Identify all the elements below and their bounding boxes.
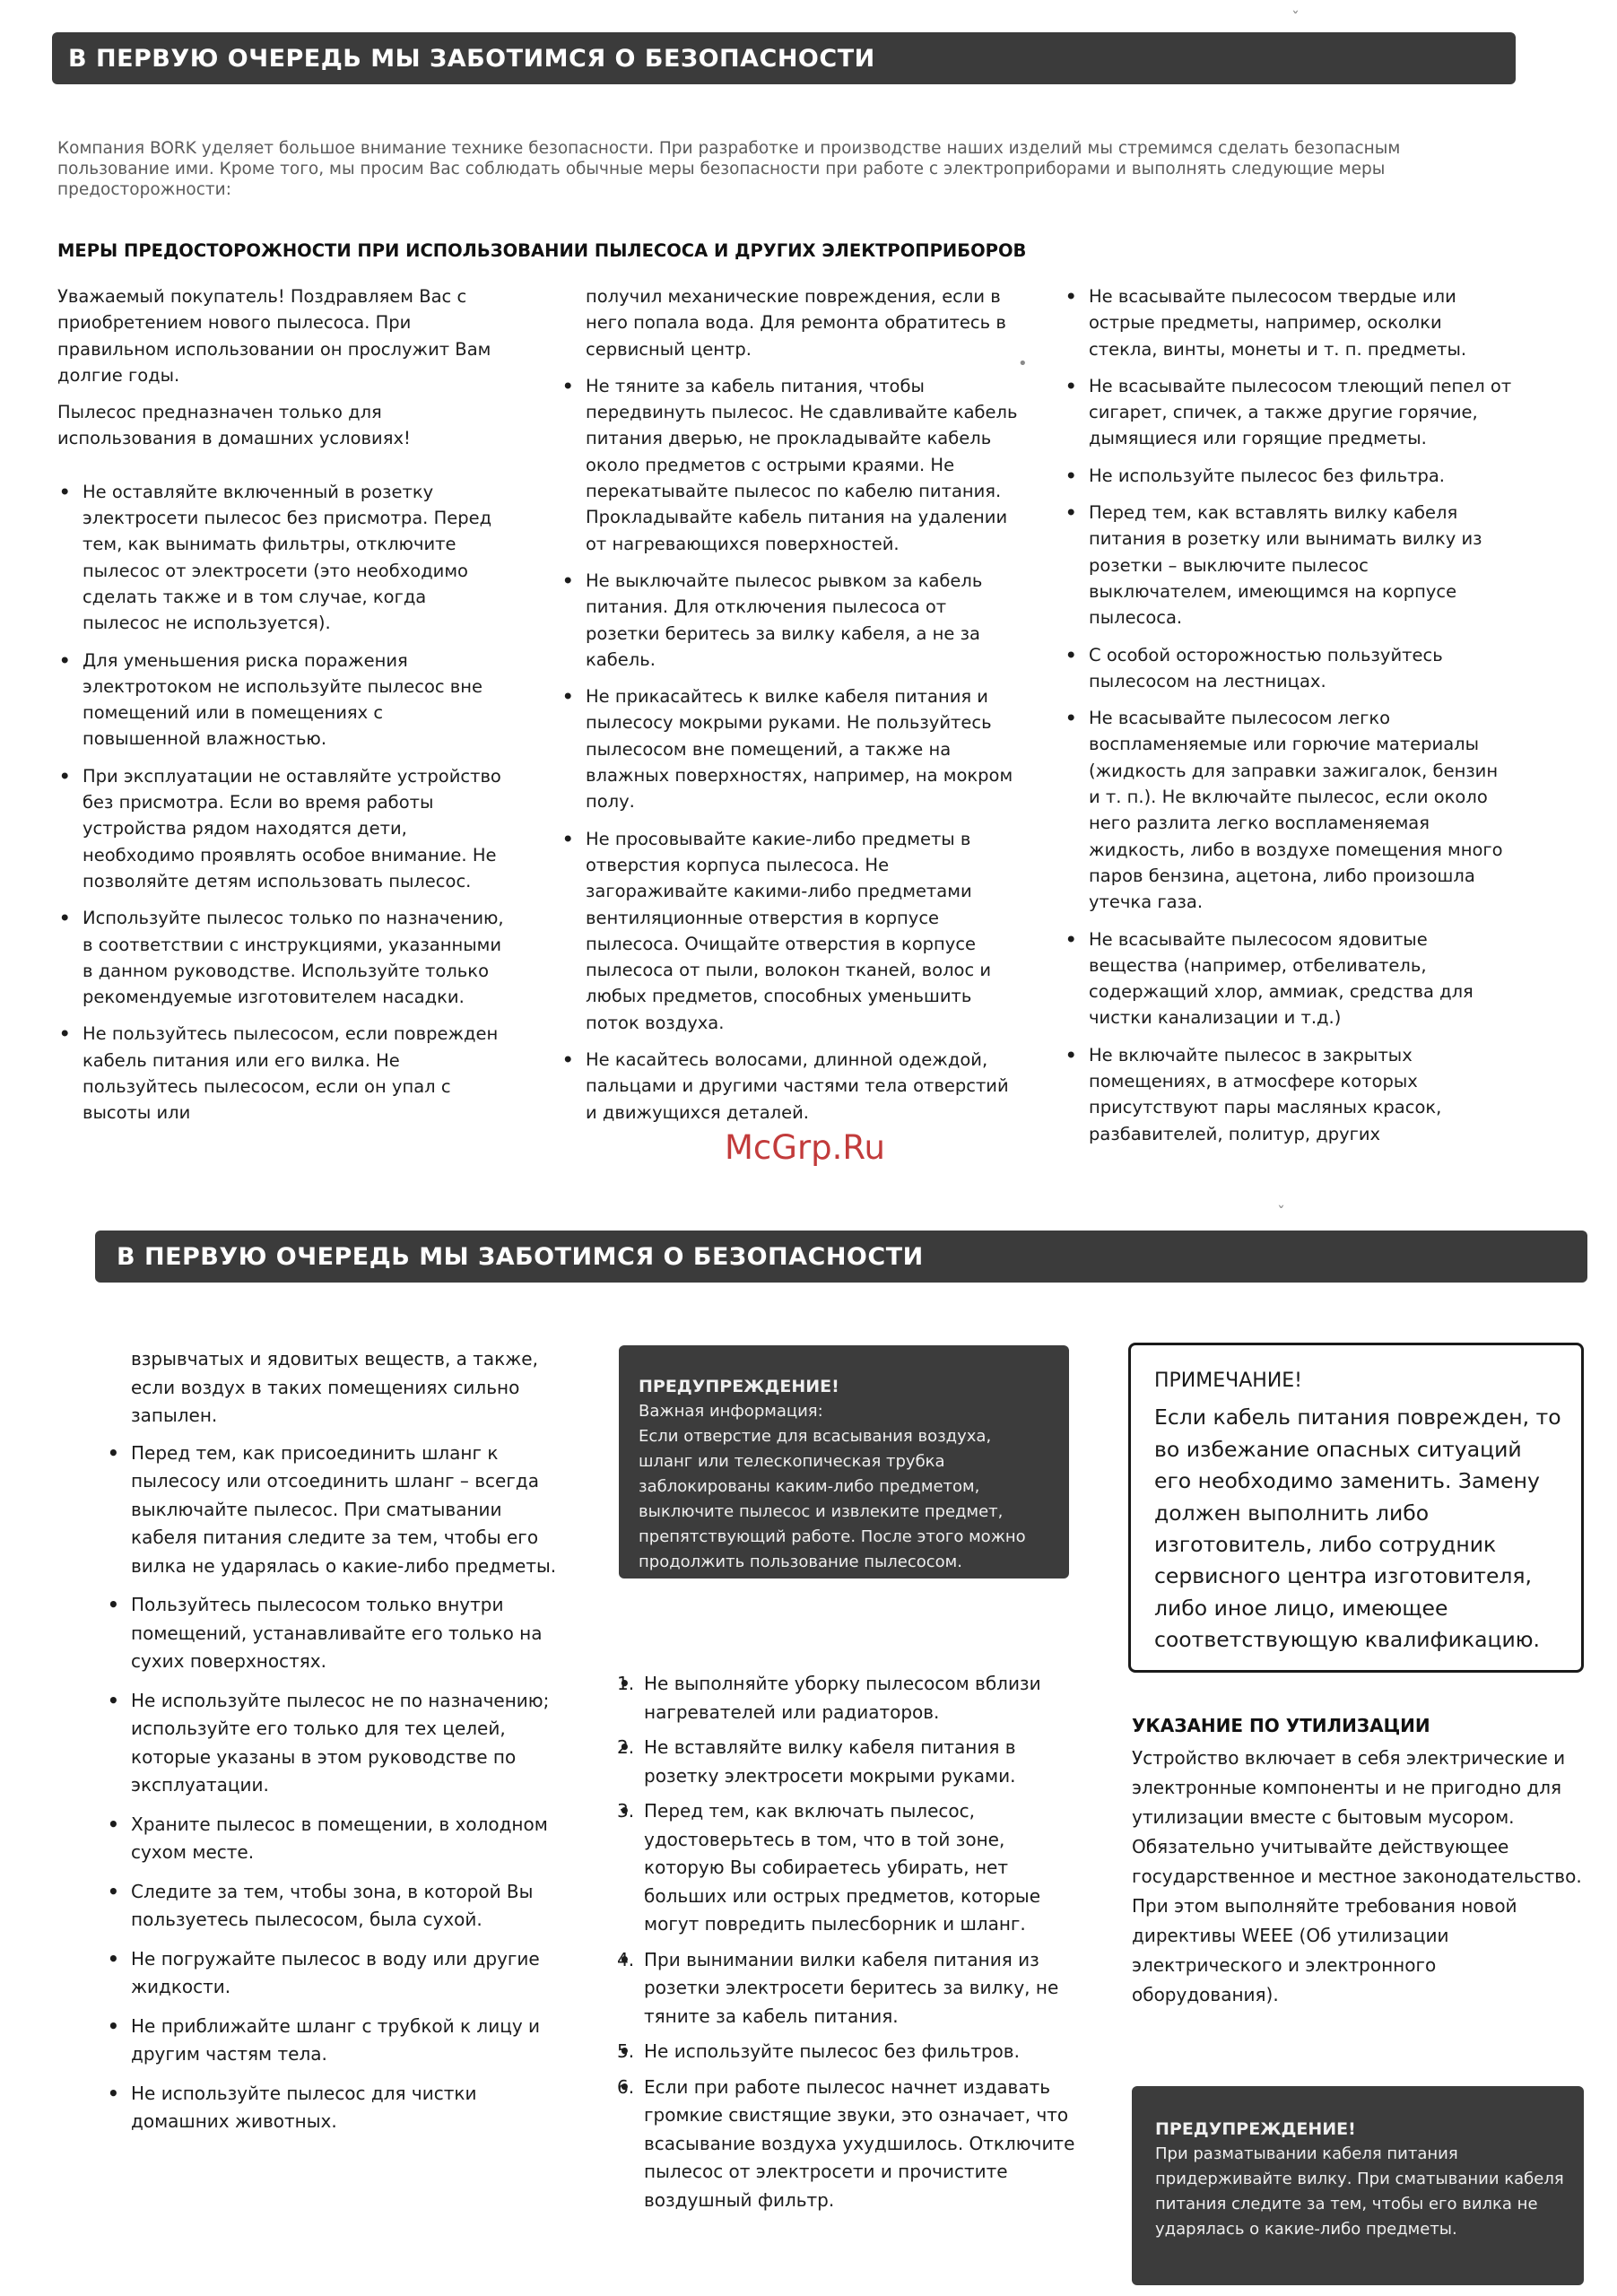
home-use-paragraph: Пылесос предназначен только для использования в домашних условиях! [57, 402, 411, 449]
continuation-text: взрывчатых и ядовитых веществ, а также, если воздух в таких помещениях сильно запылен. [131, 1348, 538, 1426]
banner-title: В ПЕРВУЮ ОЧЕРЕДЬ МЫ ЗАБОТИМСЯ О БЕЗОПАСНОСТИ [117, 1242, 924, 1271]
banner-title: В ПЕРВУЮ ОЧЕРЕДЬ МЫ ЗАБОТИМСЯ О БЕЗОПАСНОСТИ [68, 44, 875, 73]
list-item: • Перед тем, как вставлять вилку кабеля питания в розетку или вынимать вилку из розетки – выключите пылесос выключателем, имеющимся на корпусе пылесоса. [1064, 500, 1512, 631]
page1-column-3 [1064, 283, 1512, 1158]
list-item [617, 1946, 1083, 2031]
list-item [617, 1670, 1083, 1726]
list-item: • Не всасывайте пылесосом легко воспламеняемые или горючие материалы (жидкость для заправки зажигалок, бензин и т. п.). Не включайте пылесос, если около него разлита легко воспламеняемая жидкость, либо в воздухе помещения много паров бензина, ацетона, либо произошла утечка газа. [1064, 705, 1512, 915]
item-text: Не вставляйте вилку кабеля питания в розетку электросети мокрыми руками. [644, 1736, 1016, 1787]
list-item: • Не оставляйте включенный в розетку электросети пылесос без присмотра. Перед тем, как вынимать фильтры, отключите пылесос от электросети (это необходимо сделать также и в том случае, когда пылесос не используется). [57, 479, 506, 637]
precautions-list [561, 373, 1018, 1126]
page1-banner [52, 32, 1516, 84]
warning-text: Если отверстие для всасывания воздуха, шланг или телескопическая трубка заблокированы каким-либо предметом, выключите пылесос и извлеките предмет, препятствующий работе. После этого можно продолжить пользование пылесосом. [639, 1427, 1026, 1571]
warning-box [1132, 2086, 1584, 2285]
list-item: • Не используйте пылесос не по назначению; используйте его только для тех целей, которые указаны в этом руководстве по эксплуатации. [106, 1687, 572, 1800]
list-item: • Не пользуйтесь пылесосом, если поврежден кабель питания или его вилка. Не пользуйтесь пылесосом, если он упал с высоты или [57, 1021, 506, 1126]
item-text: Не используйте пылесос без фильтров. [644, 2040, 1020, 2062]
list-item: • Используйте пылесос только по назначению, в соответствии с инструкциями, указанными в данном руководстве. Используйте только рекомендуемые изготовителем насадки. [57, 905, 506, 1010]
item-number: • 1. [617, 1673, 635, 1694]
list-item [617, 2038, 1083, 2066]
warning-title: ПРЕДУПРЕЖДЕНИЕ! [639, 1377, 839, 1396]
list-item: • Не включайте пылесос в закрытых помещениях, в атмосфере которых присутствуют пары масляных красок, разбавителей, политур, других [1064, 1042, 1512, 1147]
list-item [617, 2074, 1083, 2215]
list-item: • Следите за тем, чтобы зона, в которой Вы пользуетесь пылесосом, была сухой. [106, 1878, 572, 1935]
list-item: • Не просовывайте какие-либо предметы в отверстия корпуса пылесоса. Не загораживайте какими-либо предметами вентиляционные отверстия в корпусе пылесоса. Очищайте отверстия в корпусе пылесоса от пыли, волокон тканей, волос и любых предметов, способных уменьшить поток воздуха. [561, 826, 1018, 1036]
item-number: • 4. [617, 1948, 635, 1970]
list-item: • Не всасывайте пылесосом тлеющий пепел от сигарет, спичек, а также другие горячие, дымящиеся или горящие предметы. [1064, 373, 1512, 452]
intro-paragraph: Компания BORK уделяет большое внимание технике безопасности. При разработке и производстве наших изделий мы стремимся сделать безопасным пользование ими. Кроме того, мы просим Вас соблюдать обычные меры безопасности при работе с электроприборами и выполнять следующие меры предосторожности: [57, 139, 1401, 199]
list-item: • Пользуйтесь пылесосом только внутри помещений, устанавливайте его только на сухих поверхностях. [106, 1591, 572, 1676]
numbered-list [617, 1670, 1083, 2214]
list-item: • Не выключайте пылесос рывком за кабель питания. Для отключения пылесоса от розетки беритесь за вилку кабеля, а не за кабель. [561, 568, 1018, 673]
disposal-text: Устройство включает в себя электрические и электронные компоненты и не пригодно для утилизации вместе с бытовым мусором. Обязательно учитывайте действующее государственное и местное законодательство. При этом выполняйте требования новой директивы WEEE (Об утилизации электрического и электронного оборудования). [1132, 1747, 1582, 2005]
list-item: • Не всасывайте пылесосом ядовитые вещества (например, отбеливатель, содержащий хлор, аммиак, средства для чистки канализации и т.д.) [1064, 926, 1512, 1031]
item-number: • 3. [617, 1800, 635, 1822]
list-item: • При эксплуатации не оставляйте устройство без присмотра. Если во время работы устройства рядом находятся дети, необходимо проявлять особое внимание. Не позволяйте детям использовать пылесос. [57, 763, 506, 894]
greeting-paragraph: Уважаемый покупатель! Поздравляем Вас с приобретением нового пылесоса. При правильном использовании он прослужит Вам долгие годы. [57, 286, 491, 386]
list-item [617, 1734, 1083, 1790]
list-item: • Храните пылесос в помещении, в холодном сухом месте. [106, 1811, 572, 1867]
item-number: • 5. [617, 2040, 635, 2062]
scan-mark: ˇ [1291, 9, 1300, 28]
item-number: • 2. [617, 1736, 635, 1758]
note-box [1128, 1343, 1584, 1673]
note-title: ПРИМЕЧАНИЕ! [1154, 1370, 1302, 1392]
item-text: Если при работе пылесос начнет издавать громкие свистящие звуки, это означает, что всасывание воздуха ухудшилось. Отключите пылесос от электросети и прочистите воздушный фильтр. [644, 2075, 1075, 2211]
precautions-heading: МЕРЫ ПРЕДОСТОРОЖНОСТИ ПРИ ИСПОЛЬЗОВАНИИ ПЫЛЕСОСА И ДРУГИХ ЭЛЕКТРОПРИБОРОВ [57, 240, 1027, 261]
item-number: • 6. [617, 2075, 635, 2098]
list-item: • С особой осторожностью пользуйтесь пылесосом на лестницах. [1064, 642, 1512, 695]
continuation-text: получил механические повреждения, если в него попала вода. Для ремонта обратитесь в сервисный центр. [586, 286, 1006, 360]
warning-box [619, 1345, 1069, 1578]
page2-column-1 [106, 1345, 572, 2147]
scan-mark: • [1018, 354, 1028, 373]
list-item: • Не прикасайтесь к вилке кабеля питания и пылесосу мокрыми руками. Не пользуйтесь пылесосом вне помещений, а также на влажных поверхностях, например, на мокром полу. [561, 683, 1018, 814]
precautions-list [106, 1439, 572, 2136]
list-item [617, 1797, 1083, 1939]
note-text: Если кабель питания поврежден, то во избежание опасных ситуаций его необходимо заменить. Замену должен выполнить либо изготовитель, либо сотрудник сервисного центра изготовителя, либо иное лицо, имеющее соответствующую квалификацию. [1154, 1405, 1561, 1653]
warning-text: При разматывании кабеля питания придерживайте вилку. При сматывании кабеля питания следите за тем, чтобы его вилка не ударялась о какие-либо предметы. [1155, 2144, 1564, 2239]
page1-column-1 [57, 283, 506, 1137]
list-item: • Перед тем, как присоединить шланг к пылесосу или отсоединить шланг – всегда выключайте пылесос. При сматывании кабеля питания следите за тем, чтобы его вилка не ударялась о какие-либо предметы. [106, 1439, 572, 1581]
scan-mark: ˇ [1277, 1204, 1285, 1222]
page2-banner [95, 1231, 1587, 1283]
list-item: • Не приближайте шланг с трубкой к лицу и другим частям тела. [106, 2013, 572, 2069]
item-text: Перед тем, как включать пылесос, удостоверьтесь в том, что в той зоне, которую Вы собираетесь убирать, нет больших или острых предметов, которые могут повредить пылесборник и шланг. [644, 1800, 1041, 1935]
list-item: • Не тяните за кабель питания, чтобы передвинуть пылесос. Не сдавливайте кабель питания дверью, не прокладывайте кабель около предметов с острыми краями. Не перекатывайте пылесос по кабелю питания. Прокладывайте кабель питания на удалении от нагревающихся поверхностей. [561, 373, 1018, 557]
warning-subtitle: Важная информация: [639, 1402, 823, 1421]
item-text: Не выполняйте уборку пылесосом вблизи нагревателей или радиаторов. [644, 1673, 1041, 1723]
list-item: • Не всасывайте пылесосом твердые или острые предметы, например, осколки стекла, винты, монеты и т. п. предметы. [1064, 283, 1512, 362]
list-item: • Для уменьшения риска поражения электротоком не используйте пылесос вне помещений или в помещениях с повышенной влажностью. [57, 648, 506, 752]
list-item: • Не погружайте пылесос в воду или другие жидкости. [106, 1945, 572, 2002]
list-item: • Не используйте пылесос для чистки домашних животных. [106, 2080, 572, 2136]
numbered-instructions [617, 1670, 1083, 2222]
list-item: • Не касайтесь волосами, длинной одеждой, пальцами и другими частями тела отверстий и движущихся деталей. [561, 1047, 1018, 1126]
precautions-list [1064, 283, 1512, 1147]
watermark[interactable]: McGrp.Ru [725, 1128, 885, 1167]
list-item: • Не используйте пылесос без фильтра. [1064, 463, 1512, 489]
precautions-list [57, 479, 506, 1126]
item-text: При вынимании вилки кабеля питания из розетки электросети беритесь за вилку, не тяните за кабель питания. [644, 1948, 1059, 2027]
warning-title: ПРЕДУПРЕЖДЕНИЕ! [1155, 2119, 1356, 2139]
disposal-heading: УКАЗАНИЕ ПО УТИЛИЗАЦИИ [1132, 1715, 1430, 1736]
page1-column-2 [561, 283, 1018, 1136]
